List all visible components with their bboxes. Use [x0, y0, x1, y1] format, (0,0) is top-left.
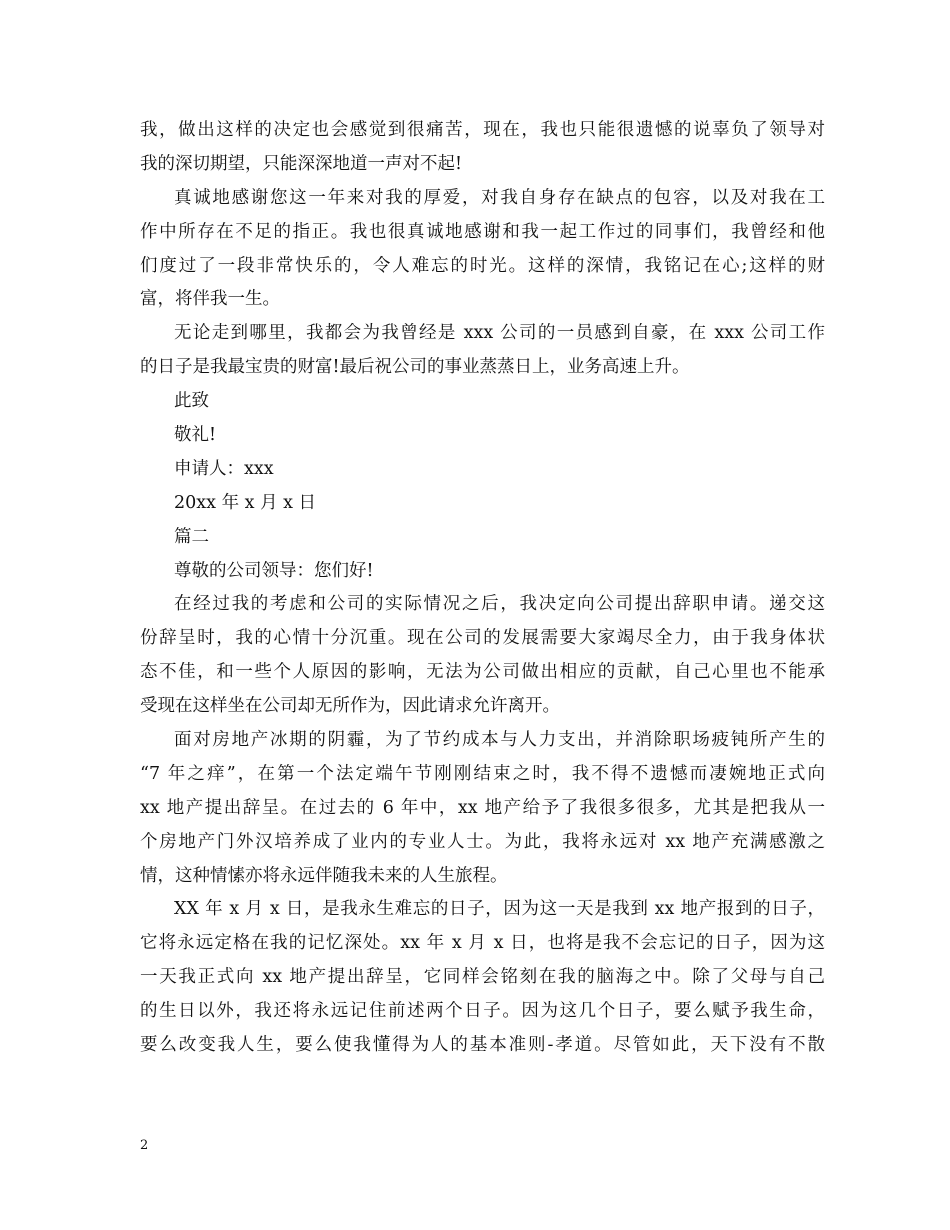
text-line: 富，将伴我一生。	[140, 289, 280, 310]
text-line: 敬礼!	[174, 425, 217, 446]
text-line: 它将永远定格在我的记忆深处。xx 年 x 月 x 日，也将是我不会忘记的日子，因为这	[140, 933, 825, 954]
text-line: 受现在这样坐在公司却无所作为，因此请求允许离开。	[140, 696, 560, 717]
text-line: XX 年 x 月 x 日，是我永生难忘的日子，因为这一天是我到 xx 地产报到的日子，	[174, 899, 825, 920]
text-line: 我，做出这样的决定也会感觉到很痛苦，现在，我也只能很遗憾的说辜负了领导对	[140, 120, 825, 140]
text-line: xx 地产提出辞呈。在过去的 6 年中，xx 地产给予了我很多很多，尤其是把我从一	[140, 797, 825, 818]
text-line: 我的深切期望，只能深深地道一声对不起!	[140, 153, 463, 174]
text-line: 份辞呈时，我的心情十分沉重。现在公司的发展需要大家竭尽全力，由于我身体状	[140, 628, 825, 649]
text-line: 情，这种情愫亦将永远伴随我未来的人生旅程。	[140, 865, 508, 886]
text-line: 真诚地感谢您这一年来对我的厚爱，对我自身存在缺点的包容，以及对我在工	[174, 187, 825, 208]
text-line: 的生日以外，我还将永远记住前述两个日子。因为这几个日子，要么赋予我生命，	[140, 1001, 825, 1022]
text-line: 态不佳，和一些个人原因的影响，无法为公司做出相应的贡献，自己心里也不能承	[140, 662, 825, 683]
text-line: 无论走到哪里，我都会为我曾经是 xxx 公司的一员感到自豪，在 xxx 公司工作	[174, 323, 825, 344]
text-line: 个房地产门外汉培养成了业内的专业人士。为此，我将永远对 xx 地产充满感激之	[140, 831, 825, 852]
text-line: 一天我正式向 xx 地产提出辞呈，它同样会铭刻在我的脑海之中。除了父母与自己	[140, 967, 825, 988]
text-line: 在经过我的考虑和公司的实际情况之后，我决定向公司提出辞职申请。递交这	[174, 594, 825, 615]
body-text	[140, 114, 825, 1063]
text-line: 20xx 年 x 月 x 日	[174, 492, 317, 513]
text-line: 篇二	[174, 526, 209, 547]
text-line: 尊敬的公司领导：您们好!	[174, 560, 374, 581]
page-number: 2	[140, 1138, 149, 1153]
text-line: 面对房地产冰期的阴霾，为了节约成本与人力支出，并消除职场疲钝所产生的	[174, 730, 825, 751]
text-line: “7 年之痒”，在第一个法定端午节刚刚结束之时，我不得不遗憾而凄婉地正式向	[140, 763, 825, 784]
text-line: 作中所存在不足的指正。我也很真诚地感谢和我一起工作过的同事们，我曾经和他	[140, 221, 825, 242]
text-line: 申请人：xxx	[174, 458, 274, 479]
text-line: 要么改变我人生，要么使我懂得为人的基本准则-孝道。尽管如此，天下没有不散	[140, 1035, 825, 1056]
text-line: 此致	[174, 391, 209, 412]
text-line: 的日子是我最宝贵的财富!最后祝公司的事业蒸蒸日上，业务高速上升。	[140, 357, 690, 378]
text-line: 们度过了一段非常快乐的，令人难忘的时光。这样的深情，我铭记在心;这样的财	[140, 255, 825, 276]
